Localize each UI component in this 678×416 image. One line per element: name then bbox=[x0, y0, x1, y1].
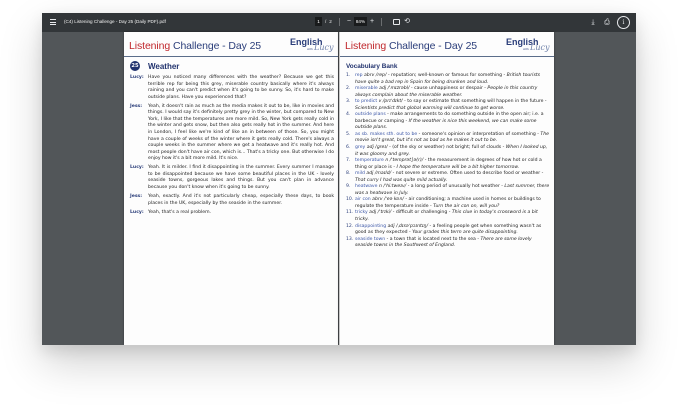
vocab-pronunciation: n /ˈtemprət∫ə(r)/ bbox=[383, 158, 424, 164]
vocabulary-item bbox=[346, 132, 550, 145]
vocab-term: rep bbox=[355, 73, 363, 78]
vocab-term: grey bbox=[355, 145, 366, 151]
vocab-term: air con bbox=[355, 197, 371, 203]
vocabulary-item bbox=[346, 184, 550, 197]
item-number: 2. bbox=[346, 86, 351, 92]
item-number: 3. bbox=[346, 99, 351, 105]
dialogue bbox=[130, 75, 334, 219]
vocab-term: disappointing bbox=[355, 223, 387, 229]
vocabulary-item bbox=[346, 145, 550, 158]
info-icon[interactable]: i bbox=[617, 16, 630, 29]
vocabulary-item bbox=[346, 210, 550, 223]
vocab-pronunciation: v /prɪˈdɪkt/ bbox=[377, 99, 403, 105]
title-listening: Listening bbox=[345, 40, 387, 52]
toolbar-actions bbox=[589, 16, 630, 29]
logo-with: with bbox=[307, 48, 313, 51]
vocab-example: There are some lovely seaside towns in the Southwest of England. bbox=[355, 236, 532, 249]
vocab-example: If the weather is nice this weekend, we can make some outside plans. bbox=[355, 118, 537, 131]
vocab-definition: - a feeling people get when something wasn't as good as they expected - bbox=[355, 223, 542, 236]
speech: Yeah, that's a real problem. bbox=[148, 209, 212, 215]
pdf-page-1 bbox=[124, 32, 338, 345]
vocab-definition: - air conditioning; a machine used in homes or buildings to regulate the temperature inside - bbox=[355, 197, 541, 209]
vocab-term: heatwave bbox=[355, 184, 378, 190]
divider bbox=[381, 18, 382, 26]
item-number: 9. bbox=[346, 184, 351, 190]
item-body bbox=[355, 210, 550, 223]
speech: Have you noticed many differences with the weather? Because we get this terrible rep for being this grey, miserable country basically where it's always raining and you can't predict when it's going to be sunny. So, it's hard to make outside plans. Have you experienced that? bbox=[148, 75, 334, 100]
page-header bbox=[124, 32, 338, 57]
menu-icon[interactable] bbox=[50, 19, 56, 25]
zoom-out-button[interactable]: − bbox=[346, 18, 351, 25]
item-body bbox=[355, 158, 550, 171]
vocab-pronunciation: adj /maɪld/ bbox=[364, 171, 392, 177]
vocab-definition: - the measurement in degrees of how hot or cold a thing or place is - bbox=[355, 158, 542, 170]
page-number-input[interactable]: 1 bbox=[315, 17, 322, 26]
vocabulary-bank-title: Vocabulary Bank bbox=[346, 63, 398, 70]
item-body bbox=[355, 197, 550, 210]
vocab-definition: - make arrangements to do something outside in the open air; i.e. a barbecue or camping - bbox=[355, 112, 544, 124]
rotate-icon[interactable]: ⟲ bbox=[404, 17, 410, 25]
vocabulary-item bbox=[346, 237, 550, 250]
topic-heading bbox=[130, 61, 179, 71]
page-title bbox=[345, 40, 477, 52]
item-number: 11. bbox=[346, 210, 354, 216]
vocabulary-item bbox=[346, 112, 550, 132]
dialogue-line bbox=[130, 75, 334, 101]
vocab-example: British tourists have quite a bad rep in Spain for being drunken and loud. bbox=[355, 73, 541, 85]
vocab-example: I hope the temperature will be a bit higher tomorrow. bbox=[396, 164, 520, 170]
logo-lucy: Lucy bbox=[530, 43, 550, 52]
item-number: 5. bbox=[346, 131, 351, 137]
vocab-definition: - a long period of unusually hot weather - bbox=[406, 184, 505, 190]
item-body bbox=[355, 99, 550, 112]
speech: Yeah, it doesn't rain as much as the media makes it out to be, like in movies and things. I would say it's definitely pretty grey in the winter, but compared to New York, I like that the temperatures are more mild. So, New York gets really cold in the winter and gets snow, but then also gets really hot in the summer. And here in London, I feel like we're kind of like an in between of those. So, you might have a couple of weeks of the winter where it gets really cold. There's always a couple weeks in the summer where we get a heatwave and it's really hot. And most people don't have air con, which is... That's a tricky one. But otherwise I do enjoy how it's a bit more mild. It's nice. bbox=[148, 103, 335, 162]
item-number: 1. bbox=[346, 73, 351, 78]
item-body bbox=[355, 171, 550, 184]
item-body bbox=[355, 237, 550, 250]
vocab-definition: - cause unhappiness or despair - bbox=[409, 86, 488, 92]
dialogue-line bbox=[130, 104, 334, 163]
pdf-toolbar bbox=[42, 13, 636, 32]
speech: Yeah, exactly. And it's not particularly cheap, especially these days, to book places in the UK, especially by the seaside in the summer. bbox=[148, 194, 334, 206]
vocab-example: The movie isn't great, but it's not as bad as he makes it out to be. bbox=[355, 131, 549, 144]
item-number: 8. bbox=[346, 171, 351, 177]
vocabulary-item bbox=[346, 73, 550, 86]
vocab-term: temperature bbox=[355, 158, 384, 164]
day-badge: 25 bbox=[131, 63, 139, 69]
vocab-example: When I looked up, it was gloomy and grey. bbox=[355, 145, 548, 157]
vocab-term: seaside town bbox=[355, 236, 386, 242]
vocabulary-item bbox=[346, 158, 550, 171]
item-body bbox=[355, 86, 550, 99]
vocab-definition: - a town that is located next to the sea - bbox=[385, 236, 481, 242]
zoom-level-input[interactable]: 84% bbox=[355, 19, 366, 24]
divider bbox=[339, 18, 340, 26]
vocab-pronunciation: adj /ɡreɪ/ bbox=[365, 145, 388, 151]
vocabulary-list bbox=[346, 73, 550, 250]
item-body bbox=[355, 184, 550, 197]
vocab-example: That curry I had was quite mild actually. bbox=[355, 177, 448, 183]
item-number: 6. bbox=[346, 145, 351, 151]
logo-english: English bbox=[290, 37, 323, 47]
page-header bbox=[340, 32, 554, 57]
vocab-term: mild bbox=[355, 171, 365, 177]
vocab-term: outside plans bbox=[355, 112, 386, 118]
page-controls bbox=[315, 17, 411, 26]
vocab-pronunciation: adj /ˈmɪzrəbl/ bbox=[377, 86, 410, 92]
logo-lucy: Lucy bbox=[314, 43, 334, 52]
vocab-definition: - (of the sky or weather) not bright; full of clouds - bbox=[387, 145, 506, 151]
item-body bbox=[355, 145, 550, 158]
item-number: 10. bbox=[346, 197, 354, 203]
vocab-definition: - reputation; well-known or famous for something - bbox=[386, 73, 507, 78]
logo-with: with bbox=[523, 48, 529, 51]
vocab-pronunciation: adj /ˈtrɪki/ bbox=[367, 210, 392, 216]
pdf-page-2 bbox=[339, 32, 554, 345]
vocab-example: Scientists predict that global warming will continue to get worse. bbox=[355, 105, 505, 111]
vocab-pronunciation: adj /ˌdɪsəˈpɔɪntɪŋ/ bbox=[386, 223, 429, 229]
topic-title: Weather bbox=[148, 61, 180, 71]
title-challenge: Challenge - Day 25 bbox=[170, 40, 262, 52]
vocab-example: Turn the air con on, will you? bbox=[433, 203, 500, 209]
item-body bbox=[355, 112, 550, 132]
zoom-in-button[interactable]: + bbox=[369, 18, 375, 25]
vocabulary-item bbox=[346, 86, 550, 99]
vocab-example: Last summer, there was a heatwave in July. bbox=[355, 184, 550, 196]
item-number: 7. bbox=[346, 158, 351, 164]
vocab-definition: - someone's opinion or interpretation of something - bbox=[417, 131, 541, 137]
item-body bbox=[355, 224, 550, 237]
english-with-lucy-logo bbox=[506, 37, 548, 53]
dialogue-line bbox=[130, 210, 334, 217]
vocab-definition: - not severe or extreme. Often used to describe food or weather - bbox=[391, 171, 544, 177]
item-body bbox=[355, 73, 550, 86]
total-pages: 2 bbox=[329, 19, 332, 24]
vocab-term: tricky bbox=[355, 210, 368, 216]
title-listening: Listening bbox=[129, 40, 171, 52]
page-title bbox=[129, 40, 261, 52]
speaker: Jess: bbox=[130, 103, 143, 109]
dialogue-line bbox=[130, 194, 334, 207]
fit-to-page-icon[interactable] bbox=[393, 19, 400, 25]
english-with-lucy-logo bbox=[290, 37, 332, 53]
vocab-pronunciation: abrv /ˈeə kɒn/ bbox=[370, 197, 404, 203]
vocabulary-item bbox=[346, 99, 550, 112]
speaker: Jess: bbox=[130, 194, 143, 200]
item-number: 12. bbox=[346, 223, 354, 229]
vocab-pronunciation: abrv /rep/ bbox=[362, 73, 387, 78]
print-icon[interactable]: ⎙ bbox=[604, 18, 610, 26]
speech: Yeah. It is milder. I find it disappointing in the summer. Every summer I manage to be disappointed because we have some beautiful places in the UK - lovely seaside towns, gorgeous lakes and things. But you can't plan in advance because you don't know when it's going to be sunny. bbox=[148, 165, 334, 190]
vocab-term: to predict bbox=[355, 99, 378, 105]
title-challenge: Challenge - Day 25 bbox=[386, 40, 478, 52]
vocab-example: People in this country always complain about the miserable weather. bbox=[355, 86, 538, 98]
pdf-viewer bbox=[42, 13, 636, 345]
vocabulary-item bbox=[346, 171, 550, 184]
speaker: Lucy: bbox=[130, 209, 144, 215]
speaker: Lucy: bbox=[130, 75, 144, 80]
vocab-pronunciation: n /ˈhiːtweɪv/ bbox=[377, 184, 407, 190]
speaker: Lucy: bbox=[130, 165, 144, 171]
item-body bbox=[355, 132, 550, 145]
vocab-definition: - difficult or challenging - bbox=[391, 210, 452, 216]
document-title: (C4) Listening Challenge - Day 25 (Daily PDF).pdf bbox=[64, 19, 166, 24]
vocab-example: Your grades this term are quite disappointing. bbox=[412, 230, 518, 236]
vocab-definition: - to say or estimate that something will happen in the future - bbox=[402, 99, 547, 105]
vocab-term: miserable bbox=[355, 86, 378, 92]
dialogue-line bbox=[130, 165, 334, 191]
item-number: 13. bbox=[346, 236, 354, 242]
page-separator: / bbox=[325, 19, 327, 24]
vocab-term: as sb. makes sth. out to be bbox=[355, 131, 418, 137]
vocabulary-item bbox=[346, 197, 550, 210]
logo-english: English bbox=[506, 37, 539, 47]
item-number: 4. bbox=[346, 112, 351, 118]
vocabulary-item bbox=[346, 224, 550, 237]
vocab-example: This clue in today's crossword is a bit tricky. bbox=[355, 210, 538, 223]
download-icon[interactable]: ⤓ bbox=[591, 18, 595, 26]
